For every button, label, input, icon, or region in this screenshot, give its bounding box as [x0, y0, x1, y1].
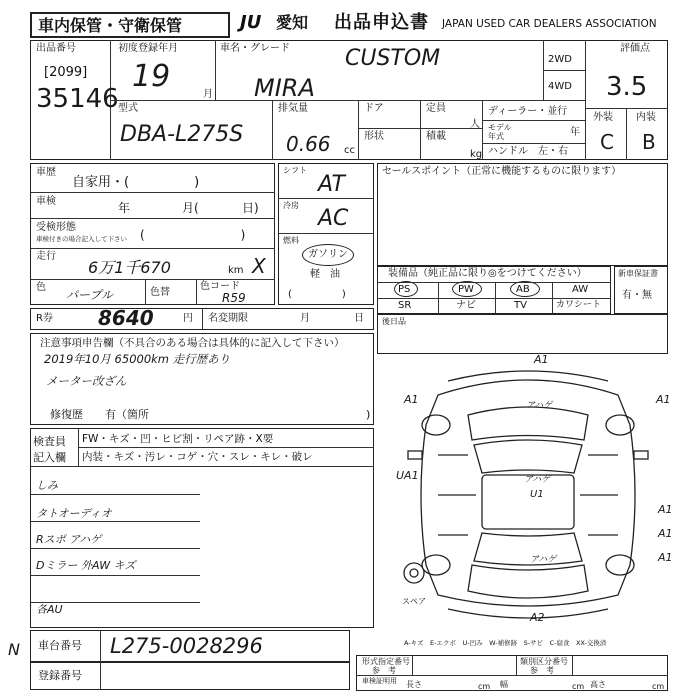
equip-sr: SR — [398, 300, 412, 311]
car-name-label: 車名・グレード — [220, 43, 290, 54]
inspector-label1: 検査員 — [33, 435, 66, 448]
height-cm: cm — [652, 682, 665, 691]
inspector-row2: 内装・キズ・汚レ・コゲ・穴・スレ・キレ・破レ — [82, 451, 313, 463]
width-cm: cm — [572, 682, 585, 691]
inspection-label: 車検 — [36, 196, 56, 207]
receipt-paren: ( ) — [140, 228, 246, 242]
mark-hood-ahage: アハゲ — [526, 401, 553, 411]
receipt-label: 受検形態 — [36, 222, 76, 233]
spare-label: スペア — [402, 597, 426, 606]
reg-number-label: 登録番号 — [38, 669, 82, 682]
equip-pw: PW — [458, 284, 474, 295]
name-change-label: 名変期限 — [208, 313, 248, 324]
equipment-label: 装備品（純正品に限り◎をつけてください） — [388, 268, 587, 279]
inspector-row1: FW・キズ・凹・ヒビ割・リペア跡・X要 — [82, 433, 274, 445]
displacement-value: 0.66 — [286, 132, 331, 156]
notes-line1: 2019年10月 65000km 走行歴あり — [44, 352, 231, 366]
document-title: 出品申込書 — [334, 12, 429, 33]
mark-roof-ahage: アハゲ — [524, 475, 551, 485]
fuel-label: 燃料 — [283, 236, 299, 245]
mileage-unit: km — [228, 265, 244, 276]
model-value: DBA-L275S — [120, 122, 244, 147]
repair-close-paren: ) — [366, 408, 371, 421]
color-code-value: R59 — [222, 291, 246, 305]
dealer-year-unit: 年 — [570, 127, 580, 138]
equip-leather: カワシート — [556, 300, 602, 310]
drive-4wd: 4WD — [548, 81, 572, 92]
damage-legend: A-キズ E-エクボ U-凹み W-補修跡 S-サビ C-腐食 XX-交換済 — [404, 639, 607, 647]
load-unit: kg — [470, 149, 483, 160]
warranty-label: 新車保証書 — [618, 269, 658, 278]
mark-right-a1-4: A1 — [658, 551, 673, 564]
lot-bracket-number: [2099] — [44, 65, 88, 80]
remark-3: Rスポ アハゲ — [36, 533, 102, 546]
name-change-month: 月 — [300, 313, 310, 324]
lot-number: 35146 — [36, 84, 119, 114]
repair-label: 修復歴 有（箇所 — [50, 408, 149, 421]
model-label: 型式 — [118, 103, 138, 114]
dealer-year-label: 年式 — [488, 132, 504, 141]
recycle-unit: 円 — [183, 313, 193, 324]
equip-pw-circle — [452, 281, 482, 297]
score-int-label: 内装 — [636, 112, 656, 123]
equip-tv: TV — [514, 300, 527, 311]
aircon-value: AC — [318, 206, 349, 231]
car-grade: CUSTOM — [345, 46, 441, 71]
equip-ab: AB — [516, 284, 530, 295]
load-label: 積載 — [426, 131, 446, 142]
shift-label: シフト — [283, 166, 307, 175]
capacity-unit: 人 — [470, 119, 480, 130]
width-label: 幅 — [500, 680, 508, 689]
org-name: 愛知 — [276, 13, 309, 32]
car-name: MIRA — [254, 74, 315, 102]
mark-right-a1: A1 — [656, 393, 671, 406]
notes-line2: メーター改ざん — [46, 374, 127, 388]
dealer-model-label: モデル — [488, 123, 512, 132]
fuel-paren: ( ) — [288, 289, 346, 300]
association-name: JAPAN USED CAR DEALERS ASSOCIATION — [442, 18, 657, 30]
displacement-label: 排気量 — [278, 103, 308, 114]
score-int-value: B — [642, 130, 656, 154]
remark-5: 各AU — [36, 603, 63, 616]
name-change-day: 日 — [354, 313, 364, 324]
mark-rear-a2: A2 — [530, 611, 545, 624]
inspection-month-unit: 月( — [182, 201, 199, 215]
class-no-label: 類別区分番号 — [520, 657, 568, 666]
car-damage-diagram — [378, 355, 678, 625]
dealer-line1: ディーラー・並行 — [488, 106, 568, 117]
storage-badge — [30, 12, 230, 38]
mark-left-a1: A1 — [404, 393, 419, 406]
equip-ab-circle — [510, 281, 540, 297]
vin-label: 車検証明用 — [362, 677, 397, 685]
displacement-unit: cc — [344, 145, 355, 156]
type-ref-label: 参 考 — [372, 666, 396, 675]
equip-navi: ナビ — [456, 300, 476, 311]
length-cm: cm — [478, 682, 491, 691]
sales-point-label: セールスポイント（正常に機能するものに限ります） — [382, 166, 622, 177]
recycle-value: 8640 — [98, 306, 154, 330]
lot-label: 出品番号 — [36, 43, 76, 54]
inspection-year-unit: 年 — [118, 201, 131, 215]
rear-seat-section — [377, 314, 668, 354]
height-label: 高さ — [590, 680, 606, 689]
class-ref-label: 参 考 — [530, 666, 554, 675]
type-no-label: 形式指定番号 — [362, 657, 410, 666]
color-change-label: 色替 — [150, 287, 170, 298]
shape-label: 形状 — [364, 131, 384, 142]
score-label: 評価点 — [620, 43, 650, 54]
inspector-label2: 記入欄 — [33, 451, 66, 464]
score-ext-label: 外装 — [593, 112, 613, 123]
color-value: パープル — [66, 288, 113, 302]
equip-ps-circle — [394, 281, 418, 297]
ju-logo-text: JU — [240, 12, 262, 33]
aircon-label: 冷房 — [283, 201, 299, 210]
chassis-label: 車台番号 — [38, 639, 82, 652]
chassis-value: L275-0028296 — [110, 634, 263, 658]
score-ext-value: C — [600, 130, 614, 154]
equip-ps: PS — [398, 284, 411, 295]
receipt-sub: 車検付きの場合記入して下さい — [36, 235, 127, 243]
margin-mark: N — [8, 640, 20, 659]
recycle-label: R券 — [36, 313, 53, 324]
registration-month-unit: 月 — [203, 89, 213, 100]
rear-seat-label: 後日品 — [382, 317, 406, 326]
remark-2: タトオーディオ — [36, 507, 112, 520]
mileage-label: 走行 — [36, 251, 56, 262]
shift-value: AT — [318, 172, 345, 197]
capacity-label: 定員 — [426, 103, 446, 114]
color-label: 色 — [36, 282, 46, 293]
mileage-mark: X — [252, 254, 266, 278]
mark-left-ua1: UA1 — [396, 469, 419, 482]
registration-label: 初度登録年月 — [118, 43, 178, 54]
mark-rear-ahage: アハゲ — [530, 555, 557, 565]
remark-4: Dミラー 外AW キズ — [36, 559, 136, 572]
history-label: 車歴 — [36, 167, 56, 178]
remark-1: しみ — [36, 479, 58, 492]
doors-label: ドア — [364, 103, 384, 114]
mark-right-a1-2: A1 — [658, 503, 673, 516]
score-value: 3.5 — [606, 72, 648, 102]
fuel-circle-mark — [302, 244, 354, 266]
handle-label: ハンドル 左・右 — [488, 146, 568, 157]
fuel-other: 軽 油 — [310, 269, 340, 280]
mark-roof-u1: U1 — [530, 489, 544, 500]
fuel-selected: ガソリン — [308, 249, 348, 260]
length-label: 長さ — [406, 680, 422, 689]
ju-logo — [240, 12, 280, 36]
drive-2wd: 2WD — [548, 54, 572, 65]
mark-right-a1-3: A1 — [658, 527, 673, 540]
storage-badge-text: 車内保管・守衛保管 — [38, 16, 183, 35]
history-value: 自家用・( ) — [72, 175, 200, 190]
registration-year: 19 — [132, 59, 171, 94]
mark-front-a1: A1 — [534, 353, 549, 366]
notes-label: 注意事項申告欄（不具合のある場合は具体的に記入して下さい） — [40, 337, 345, 349]
warranty-opts: 有・無 — [622, 290, 652, 301]
equip-aw: AW — [572, 284, 589, 295]
sales-point-section — [377, 163, 668, 266]
mileage-value: 6万1千670 — [88, 258, 171, 277]
color-code-label: 色コード — [200, 281, 240, 292]
inspection-day-unit: 日) — [242, 201, 259, 215]
